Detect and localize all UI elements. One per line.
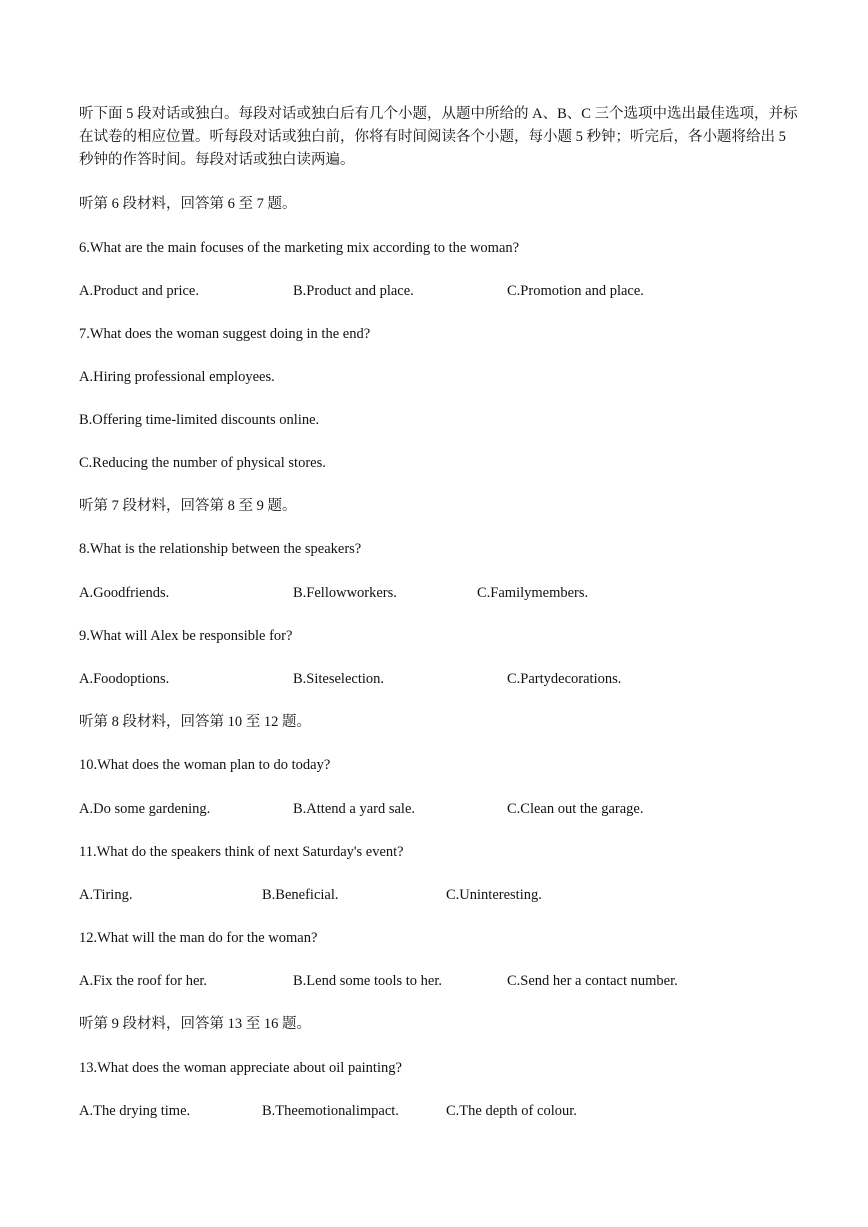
option-c[interactable]: C.Clean out the garage. (507, 801, 644, 817)
section-heading: 听第 8 段材料，回答第 10 至 12 题。 (79, 714, 311, 730)
question-stem: 11.What do the speakers think of next Saturday's event? (79, 844, 404, 860)
option-c[interactable]: C.Reducing the number of physical stores. (79, 455, 326, 471)
option-b[interactable]: B.Siteselection. (293, 671, 385, 687)
option-b[interactable]: B.Lend some tools to her. (293, 973, 443, 989)
option-b[interactable]: B.Offering time-limited discounts online. (79, 412, 320, 428)
option-a[interactable]: A.Foodoptions. (79, 671, 170, 687)
option-a[interactable]: A.Do some gardening. (79, 801, 211, 817)
option-b[interactable]: B.Product and place. (293, 283, 414, 299)
question-stem: 9.What will Alex be responsible for? (79, 628, 293, 644)
option-a[interactable]: A.The drying time. (79, 1103, 191, 1119)
option-c[interactable]: C.Uninteresting. (446, 887, 542, 903)
question-stem: 8.What is the relationship between the speakers? (79, 541, 362, 557)
option-a[interactable]: A.Tiring. (79, 887, 133, 903)
option-a[interactable]: A.Goodfriends. (79, 585, 170, 601)
option-a[interactable]: A.Fix the roof for her. (79, 973, 208, 989)
question-stem: 6.What are the main focuses of the marketing mix according to the woman? (79, 240, 520, 256)
option-c[interactable]: C.Send her a contact number. (507, 973, 678, 989)
option-b[interactable]: B.Attend a yard sale. (293, 801, 416, 817)
option-c[interactable]: C.The depth of colour. (446, 1103, 577, 1119)
question-stem: 7.What does the woman suggest doing in the end? (79, 326, 371, 342)
option-c[interactable]: C.Familymembers. (477, 585, 589, 601)
option-b[interactable]: B.Fellowworkers. (293, 585, 397, 601)
question-stem: 10.What does the woman plan to do today? (79, 757, 331, 773)
option-c[interactable]: C.Promotion and place. (507, 283, 644, 299)
option-a[interactable]: A.Product and price. (79, 283, 199, 299)
question-stem: 12.What will the man do for the woman? (79, 930, 318, 946)
section-heading: 听第 7 段材料，回答第 8 至 9 题。 (79, 498, 297, 514)
option-c[interactable]: C.Partydecorations. (507, 671, 622, 687)
option-b[interactable]: B.Beneficial. (262, 887, 339, 903)
option-b[interactable]: B.Theemotionalimpact. (262, 1103, 399, 1119)
instructions-paragraph: 听下面 5 段对话或独白。每段对话或独白后有几个小题，从题中所给的 A、B、C 三个选项中选出最佳选项，并标在试卷的相应位置。听每段对话或独白前，你将有时间阅读各个小题，每小题 5 秒钟；听完后，各小题将给出 5 秒钟的作答时间。每段对话或独白读两遍。 (79, 106, 798, 168)
option-a[interactable]: A.Hiring professional employees. (79, 369, 275, 385)
question-stem: 13.What does the woman appreciate about oil painting? (79, 1060, 402, 1076)
section-heading: 听第 9 段材料，回答第 13 至 16 题。 (79, 1016, 311, 1032)
section-heading: 听第 6 段材料，回答第 6 至 7 题。 (79, 196, 297, 212)
